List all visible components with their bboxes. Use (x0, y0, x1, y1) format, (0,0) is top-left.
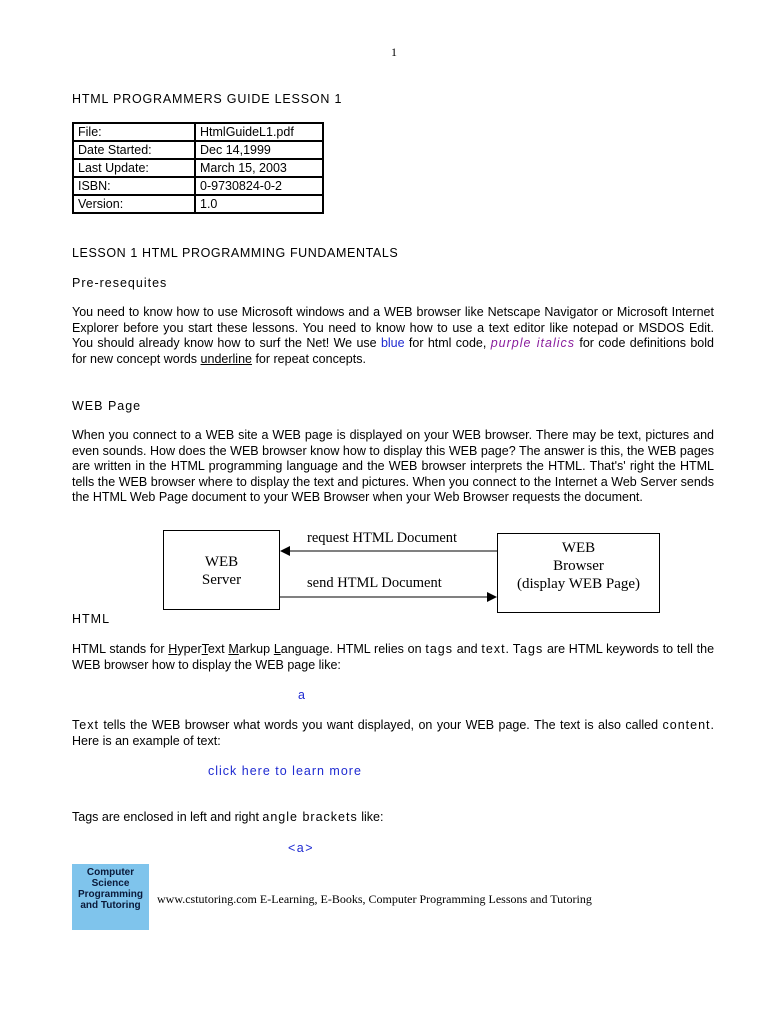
text-example: click here to learn more (208, 764, 362, 778)
document-info-table (72, 122, 324, 214)
server-label: Server (201, 572, 242, 588)
send-arrow-label: send HTML Document (307, 575, 442, 591)
info-key: Date Started: (73, 141, 195, 159)
paragraph-text: arkup (238, 642, 274, 656)
paragraph-text: tells the WEB browser what words you want displayed, on your WEB page. The text is also called (98, 718, 663, 732)
bracket-example: <a> (288, 841, 315, 855)
paragraph-text: for html code, (404, 336, 491, 351)
purple-italic-sample-text: purple italics (490, 336, 576, 351)
info-key: ISBN: (73, 177, 195, 195)
browser-label: Browser (553, 558, 604, 574)
concept-word: Tags (512, 642, 544, 656)
web-browser-box (497, 533, 660, 613)
html-paragraph (72, 642, 714, 673)
info-value: 0-9730824-0-2 (195, 177, 323, 195)
web-page-paragraph: When you connect to a WEB site a WEB page is displayed on your WEB browser. There may be text, pictures and even sounds. How does the WEB browser know how to display this WEB page? The answer is this, the WEB pages are written in the HTML programming language and the WEB browser interprets the HTML. That's' right the HTML tells the WEB browser where to display the text and pictures. When you connect to the Internet a Web Server sends the HTML Web Page document to your WEB Browser when your Web Browser requests the document. (72, 428, 714, 505)
concept-word: content (662, 718, 711, 732)
info-value: Dec 14,1999 (195, 141, 323, 159)
paragraph-text: . Here is an example of text: (72, 718, 714, 748)
paragraph-text: for code definitions bold for new concept words (72, 336, 714, 366)
cstutoring-logo (72, 864, 149, 930)
send-arrowhead (487, 592, 497, 602)
concept-word: angle brackets (262, 810, 358, 824)
table-row (73, 123, 323, 141)
concept-word: text (481, 642, 506, 656)
paragraph-text: and (452, 642, 482, 656)
paragraph-text: anguage (280, 642, 330, 656)
info-key: Version: (73, 195, 195, 213)
paragraph-text: like: (357, 810, 384, 824)
info-value: HtmlGuideL1.pdf (195, 123, 323, 141)
info-value: March 15, 2003 (195, 159, 323, 177)
info-value: 1.0 (195, 195, 323, 213)
underlined-letter: L (273, 642, 281, 656)
info-key: File: (73, 123, 195, 141)
text-paragraph (72, 718, 714, 749)
request-arrow-label: request HTML Document (307, 530, 458, 546)
table-row (73, 141, 323, 159)
server-label: WEB (204, 554, 239, 570)
table-row (73, 177, 323, 195)
concept-word: tags (425, 642, 453, 656)
underlined-letter: H (168, 642, 178, 656)
paragraph-text: yper (177, 642, 202, 656)
tag-example: a (298, 688, 305, 702)
underlined-letter: T (201, 642, 208, 656)
browser-label: WEB (561, 540, 596, 556)
underline-sample-text: underline (200, 351, 252, 366)
paragraph-text: . (505, 642, 513, 656)
logo-text: and Tutoring (80, 900, 141, 911)
prerequisites-heading: Pre-resequites (72, 276, 168, 290)
diagram-arrows (280, 540, 498, 610)
paragraph-text: ext (207, 642, 229, 656)
request-arrowhead (280, 546, 290, 556)
underlined-letter: M (228, 642, 239, 656)
web-server-box (163, 530, 280, 610)
paragraph-text: are HTML keywords to tell the WEB browser how to display the WEB page like: (72, 642, 715, 672)
prerequisites-paragraph (72, 305, 714, 367)
paragraph-text: HTML stands for (72, 642, 169, 656)
logo-text: Computer Science (86, 867, 135, 889)
paragraph-text: You need to know how to use Microsoft windows and a WEB browser like Netscape Navigator or Microsoft Internet Explorer before you start these lessons. You need to know how to use a text editor like notepad or MSDOS Edit. You should already know how to surf the Net! We use (72, 305, 714, 351)
logo-text: Programming (77, 889, 143, 900)
concept-word: Text (72, 718, 99, 732)
blue-sample-text: blue (380, 336, 405, 351)
browser-label: (display WEB Page) (516, 576, 641, 592)
lesson-heading: LESSON 1 HTML PROGRAMMING FUNDAMENTALS (72, 246, 399, 260)
web-page-heading: WEB Page (72, 399, 142, 413)
page-number: 1 (391, 45, 397, 59)
info-key: Last Update: (73, 159, 195, 177)
paragraph-text: Tags are enclosed in left and right (72, 810, 263, 824)
table-row (73, 195, 323, 213)
document-title: HTML PROGRAMMERS GUIDE LESSON 1 (72, 92, 343, 106)
table-row (73, 159, 323, 177)
paragraph-text: for repeat concepts. (251, 351, 366, 366)
paragraph-text: . HTML relies on (329, 642, 426, 656)
footer-text: www.cstutoring.com E-Learning, E-Books, Computer Programming Lessons and Tutoring (157, 892, 592, 906)
html-heading: HTML (72, 612, 111, 626)
angle-brackets-paragraph (72, 810, 714, 826)
